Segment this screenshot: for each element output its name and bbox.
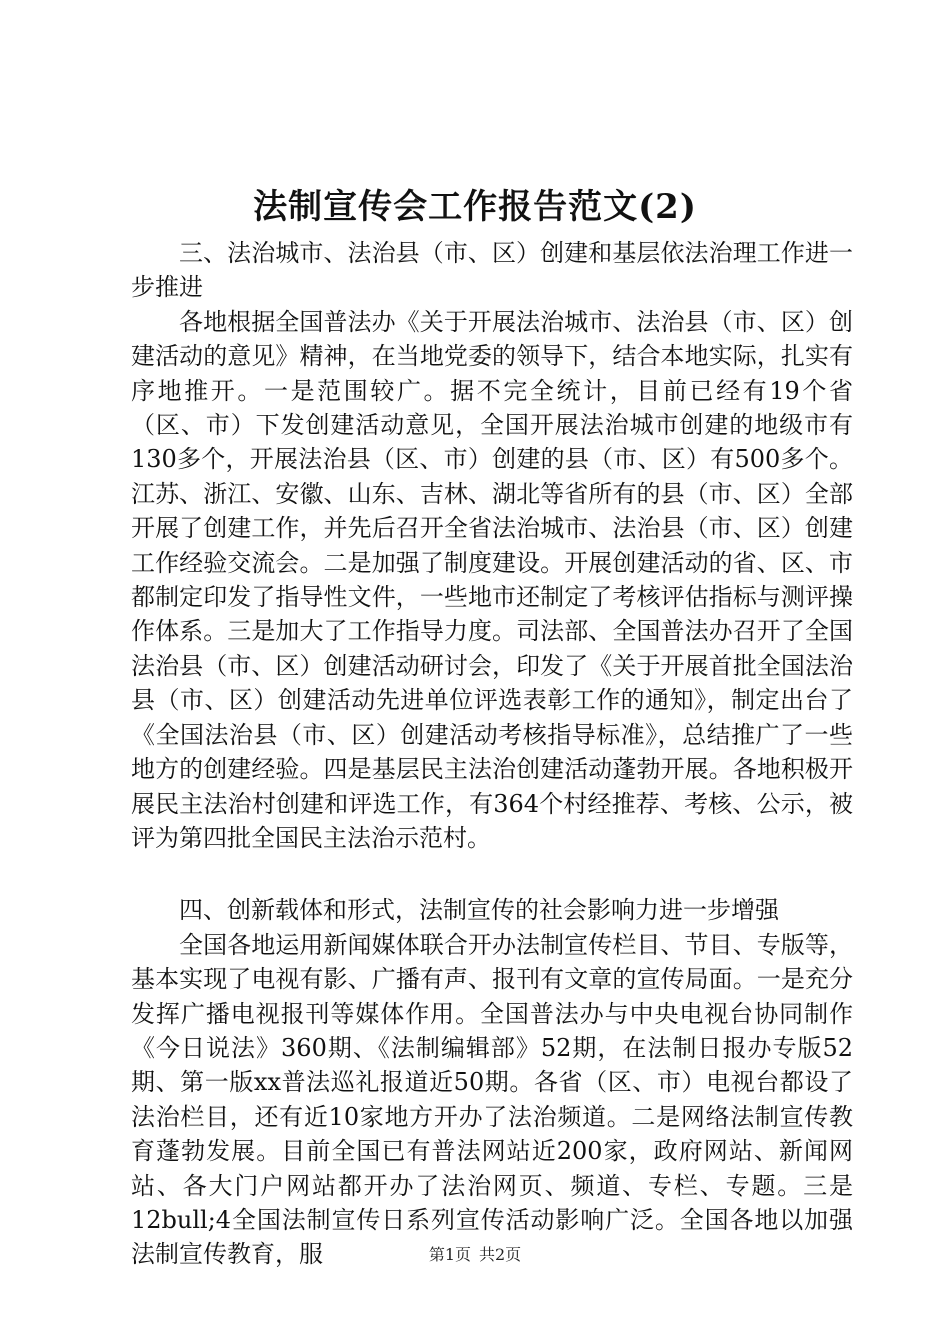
page-number-total: 共2页 xyxy=(479,1245,522,1264)
page-footer xyxy=(0,1243,950,1267)
page-number-current: 第1页 xyxy=(428,1245,471,1264)
section-heading-3: 三、法治城市、法治县（市、区）创建和基层依法治理工作进一步推进 xyxy=(131,239,853,302)
document-body xyxy=(131,236,853,1272)
page-title: 法制宣传会工作报告范文(2) xyxy=(253,187,697,227)
paragraph-gap xyxy=(131,855,853,893)
section-heading-4: 四、创新载体和形式，法制宣传的社会影响力进一步增强 xyxy=(179,896,779,925)
section-body-4: 全国各地运用新闻媒体联合开办法制宣传栏目、节目、专版等，基本实现了电视有影、广播有声、报刊有文章的宣传局面。一是充分发挥广播电视报刊等媒体作用。全国普法办与中央电视台协同制作《今日说法》360期、《法制编辑部》52期，在法制日报办专版52期、第一版xx普法巡礼报道近50期。各省（区、市）电视台都设了法治栏目，还有近10家地方开办了法治频道。二是网络法制宣传教育蓬勃发展。目前全国已有普法网站近200家，政府网站、新闻网站、各大门户网站都开办了法治网页、频道、专栏、专题。三是12bull;4全国法制宣传日系列宣传活动影响广泛。全国各地以加强法制宣传教育，服 xyxy=(131,930,853,1269)
section-body-3: 各地根据全国普法办《关于开展法治城市、法治县（市、区）创建活动的意见》精神，在当地党委的领导下，结合本地实际，扎实有序地推开。一是范围较广。据不完全统计，目前已经有19个省（区、市）下发创建活动意见，全国开展法治城市创建的地级市有130多个，开展法治县（区、市）创建的县（市、区）有500多个。江苏、浙江、安徽、山东、吉林、湖北等省所有的县（市、区）全部开展了创建工作，并先后召开全省法治城市、法治县（市、区）创建工作经验交流会。二是加强了制度建设。开展创建活动的省、区、市都制定印发了指导性文件，一些地市还制定了考核评估指标与测评操作体系。三是加大了工作指导力度。司法部、全国普法办召开了全国法治县（市、区）创建活动研讨会，印发了《关于开展首批全国法治县（市、区）创建活动先进单位评选表彰工作的通知》，制定出台了《全国法治县（市、区）创建活动考核指导标准》，总结推广了一些地方的创建经验。四是基层民主法治创建活动蓬勃开展。各地积极开展民主法治村创建和评选工作，有364个村经推荐、考核、公示，被评为第四批全国民主法治示范村。 xyxy=(131,307,853,852)
